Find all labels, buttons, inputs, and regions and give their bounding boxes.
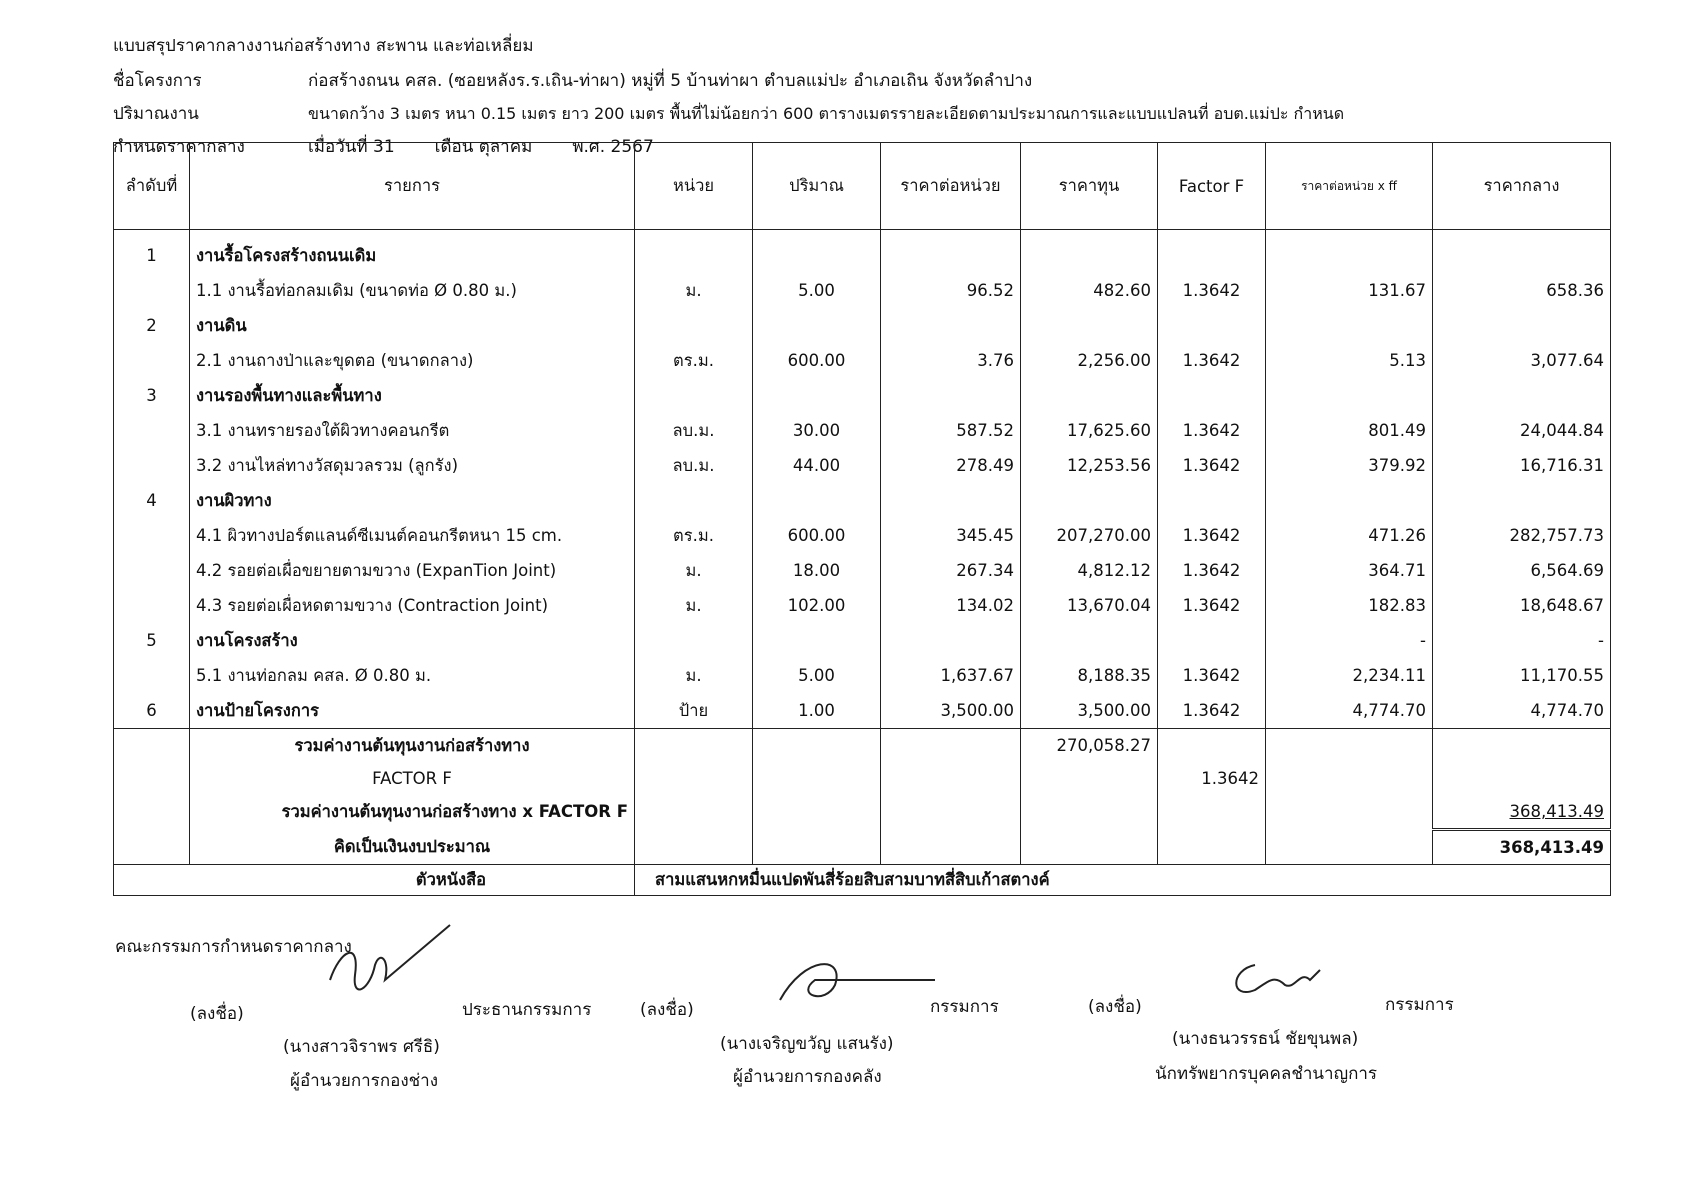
row-item: งานรองพื้นทางและพื้นทาง bbox=[190, 378, 635, 413]
row-price-ff bbox=[1266, 308, 1433, 343]
row-qty bbox=[753, 623, 881, 658]
row-cost bbox=[1021, 308, 1158, 343]
budget-label: คิดเป็นเงินงบประมาณ bbox=[190, 830, 635, 865]
row-qty bbox=[753, 230, 881, 274]
row-cost bbox=[1021, 483, 1158, 518]
row-unit bbox=[635, 378, 753, 413]
date-label: กำหนดราคากลาง bbox=[113, 137, 245, 157]
row-factor: 1.3642 bbox=[1158, 553, 1266, 588]
date-month: เดือน ตุลาคม bbox=[434, 137, 533, 157]
row-unit-price bbox=[881, 483, 1021, 518]
table-row bbox=[114, 448, 1611, 483]
row-unit bbox=[635, 623, 753, 658]
table-row bbox=[114, 273, 1611, 308]
row-item: 4.3 รอยต่อเผื่อหดตามขวาง (Contraction Joint) bbox=[190, 588, 635, 623]
row-unit: ม. bbox=[635, 273, 753, 308]
row-no: 5 bbox=[114, 623, 190, 658]
row-no: 1 bbox=[114, 230, 190, 274]
table-row bbox=[114, 623, 1611, 658]
row-unit-price bbox=[881, 378, 1021, 413]
row-factor: 1.3642 bbox=[1158, 658, 1266, 693]
row-unit-price bbox=[881, 230, 1021, 274]
row-no: 2 bbox=[114, 308, 190, 343]
row-cost bbox=[1021, 230, 1158, 274]
row-cost: 8,188.35 bbox=[1021, 658, 1158, 693]
row-price-ff: 379.92 bbox=[1266, 448, 1433, 483]
row-median bbox=[1433, 483, 1611, 518]
row-cost bbox=[1021, 378, 1158, 413]
row-median bbox=[1433, 378, 1611, 413]
row-item: 1.1 งานรื้อท่อกลมเดิม (ขนาดท่อ Ø 0.80 ม.) bbox=[190, 273, 635, 308]
position-3: นักทรัพยากรบุคคลชำนาญการ bbox=[1155, 1064, 1378, 1084]
row-price-ff bbox=[1266, 378, 1433, 413]
table-row bbox=[114, 343, 1611, 378]
row-unit: ลบ.ม. bbox=[635, 448, 753, 483]
row-cost: 482.60 bbox=[1021, 273, 1158, 308]
total-ff-value: 368,413.49 bbox=[1433, 795, 1611, 830]
row-unit-price: 134.02 bbox=[881, 588, 1021, 623]
position-2: ผู้อำนวยการกองคลัง bbox=[733, 1067, 882, 1087]
row-unit-price: 3,500.00 bbox=[881, 693, 1021, 729]
table-row bbox=[114, 230, 1611, 274]
row-price-ff: 182.83 bbox=[1266, 588, 1433, 623]
col-header-unit-price: ราคาต่อหน่วย bbox=[881, 143, 1021, 230]
table-row bbox=[114, 658, 1611, 693]
row-price-ff: 471.26 bbox=[1266, 518, 1433, 553]
row-no bbox=[114, 273, 190, 308]
role-1: ประธานกรรมการ bbox=[462, 1000, 592, 1020]
row-qty bbox=[753, 483, 881, 518]
row-median: 658.36 bbox=[1433, 273, 1611, 308]
summary-row-total-cost bbox=[114, 729, 1611, 763]
sign-label-1: (ลงชื่อ) bbox=[190, 1004, 244, 1024]
words-body bbox=[114, 865, 1611, 896]
row-unit-price: 587.52 bbox=[881, 413, 1021, 448]
row-unit: ตร.ม. bbox=[635, 518, 753, 553]
row-item: 3.1 งานทรายรองใต้ผิวทางคอนกรีต bbox=[190, 413, 635, 448]
project-line bbox=[113, 67, 1032, 94]
signature-2 bbox=[775, 950, 945, 1010]
col-header-price-ff: ราคาต่อหน่วย x ff bbox=[1266, 143, 1433, 230]
col-header-no: ลำดับที่ bbox=[114, 143, 190, 230]
summary-body bbox=[114, 729, 1611, 865]
row-median bbox=[1433, 308, 1611, 343]
row-item: งานโครงสร้าง bbox=[190, 623, 635, 658]
sign-label-3: (ลงชื่อ) bbox=[1088, 997, 1142, 1017]
row-unit bbox=[635, 230, 753, 274]
row-price-ff bbox=[1266, 483, 1433, 518]
col-header-median: ราคากลาง bbox=[1433, 143, 1611, 230]
row-factor: 1.3642 bbox=[1158, 518, 1266, 553]
row-unit bbox=[635, 308, 753, 343]
row-qty: 102.00 bbox=[753, 588, 881, 623]
row-median: 18,648.67 bbox=[1433, 588, 1611, 623]
row-no bbox=[114, 448, 190, 483]
row-cost: 17,625.60 bbox=[1021, 413, 1158, 448]
row-unit: ป้าย bbox=[635, 693, 753, 729]
row-price-ff: 4,774.70 bbox=[1266, 693, 1433, 729]
name-3: (นางธนวรรธน์ ชัยขุนพล) bbox=[1172, 1029, 1359, 1049]
row-unit-price bbox=[881, 308, 1021, 343]
row-cost: 4,812.12 bbox=[1021, 553, 1158, 588]
row-price-ff: 131.67 bbox=[1266, 273, 1433, 308]
row-item: งานป้ายโครงการ bbox=[190, 693, 635, 729]
words-value: สามแสนหกหมื่นแปดพันสี่ร้อยสิบสามบาทสี่สิบเก้าสตางค์ bbox=[635, 865, 1611, 896]
row-item: 4.1 ผิวทางปอร์ตแลนด์ซีเมนต์คอนกรีตหนา 15 cm. bbox=[190, 518, 635, 553]
sign-label-2: (ลงชื่อ) bbox=[640, 1000, 694, 1020]
row-factor bbox=[1158, 230, 1266, 274]
row-factor: 1.3642 bbox=[1158, 413, 1266, 448]
row-item: 5.1 งานท่อกลม คสล. Ø 0.80 ม. bbox=[190, 658, 635, 693]
table-row bbox=[114, 693, 1611, 729]
row-unit-price: 1,637.67 bbox=[881, 658, 1021, 693]
position-1: ผู้อำนวยการกองช่าง bbox=[290, 1071, 439, 1091]
col-header-factor: Factor F bbox=[1158, 143, 1266, 230]
row-median: 16,716.31 bbox=[1433, 448, 1611, 483]
row-price-ff: 801.49 bbox=[1266, 413, 1433, 448]
project-value: ก่อสร้างถนน คสล. (ซอยหลังร.ร.เถิน-ท่าผา) หมู่ที่ 5 บ้านท่าผา ตำบลแม่ปะ อำเภอเถิน จังหวัดลำปาง bbox=[308, 71, 1033, 91]
row-price-ff: - bbox=[1266, 623, 1433, 658]
quantity-line bbox=[113, 100, 1344, 127]
row-median: 4,774.70 bbox=[1433, 693, 1611, 729]
table-row bbox=[114, 553, 1611, 588]
row-no bbox=[114, 658, 190, 693]
table-row bbox=[114, 483, 1611, 518]
row-factor: 1.3642 bbox=[1158, 273, 1266, 308]
row-median: 6,564.69 bbox=[1433, 553, 1611, 588]
signature-3 bbox=[1225, 955, 1335, 1010]
row-cost: 207,270.00 bbox=[1021, 518, 1158, 553]
row-qty bbox=[753, 308, 881, 343]
row-median: 3,077.64 bbox=[1433, 343, 1611, 378]
row-item: 3.2 งานไหล่ทางวัสดุมวลรวม (ลูกรัง) bbox=[190, 448, 635, 483]
row-unit-price bbox=[881, 623, 1021, 658]
row-unit: ม. bbox=[635, 658, 753, 693]
row-unit-price: 345.45 bbox=[881, 518, 1021, 553]
row-qty: 5.00 bbox=[753, 273, 881, 308]
total-cost-value: 270,058.27 bbox=[1021, 729, 1158, 763]
row-factor: 1.3642 bbox=[1158, 343, 1266, 378]
row-no bbox=[114, 588, 190, 623]
quantity-value: ขนาดกว้าง 3 เมตร หนา 0.15 เมตร ยาว 200 เมตร พื้นที่ไม่น้อยกว่า 600 ตารางเมตรรายละเอียดตามประมาณการและแบบแปลนที่ อบต.แม่ปะ กำหนด bbox=[308, 104, 1345, 123]
row-no: 6 bbox=[114, 693, 190, 729]
total-cost-label: รวมค่างานต้นทุนงานก่อสร้างทาง bbox=[190, 729, 635, 763]
row-price-ff: 5.13 bbox=[1266, 343, 1433, 378]
budget-value: 368,413.49 bbox=[1433, 830, 1611, 865]
row-qty: 5.00 bbox=[753, 658, 881, 693]
row-factor: 1.3642 bbox=[1158, 448, 1266, 483]
row-no bbox=[114, 343, 190, 378]
row-item: งานดิน bbox=[190, 308, 635, 343]
row-qty: 600.00 bbox=[753, 518, 881, 553]
row-factor bbox=[1158, 623, 1266, 658]
signature-1 bbox=[320, 920, 460, 1015]
table-header-row bbox=[114, 143, 1611, 230]
name-1: (นางสาวจิราพร ศรีธิ) bbox=[283, 1037, 440, 1057]
row-qty: 18.00 bbox=[753, 553, 881, 588]
row-no bbox=[114, 553, 190, 588]
row-median: 24,044.84 bbox=[1433, 413, 1611, 448]
row-median: 11,170.55 bbox=[1433, 658, 1611, 693]
table-row bbox=[114, 413, 1611, 448]
row-unit bbox=[635, 483, 753, 518]
row-no bbox=[114, 518, 190, 553]
summary-row-factor bbox=[114, 762, 1611, 795]
document-title: แบบสรุปราคากลางงานก่อสร้างทาง สะพาน และท่อเหลี่ยม bbox=[113, 36, 534, 56]
table-row bbox=[114, 588, 1611, 623]
col-header-unit: หน่วย bbox=[635, 143, 753, 230]
row-factor: 1.3642 bbox=[1158, 588, 1266, 623]
price-table bbox=[113, 142, 1610, 896]
summary-row-budget bbox=[114, 830, 1611, 865]
row-price-ff bbox=[1266, 230, 1433, 274]
items-body bbox=[114, 230, 1611, 729]
date-year: พ.ศ. 2567 bbox=[572, 137, 654, 157]
row-factor bbox=[1158, 378, 1266, 413]
row-item: 4.2 รอยต่อเผื่อขยายตามขวาง (ExpanTion Joint) bbox=[190, 553, 635, 588]
row-no bbox=[114, 413, 190, 448]
row-unit: ตร.ม. bbox=[635, 343, 753, 378]
words-label: ตัวหนังสือ bbox=[114, 865, 635, 896]
row-median: - bbox=[1433, 623, 1611, 658]
row-no: 3 bbox=[114, 378, 190, 413]
row-price-ff: 364.71 bbox=[1266, 553, 1433, 588]
row-factor bbox=[1158, 483, 1266, 518]
factor-value: 1.3642 bbox=[1158, 762, 1266, 795]
date-day: เมื่อวันที่ 31 bbox=[308, 137, 395, 157]
row-median bbox=[1433, 230, 1611, 274]
row-cost: 12,253.56 bbox=[1021, 448, 1158, 483]
row-unit-price: 278.49 bbox=[881, 448, 1021, 483]
row-cost: 13,670.04 bbox=[1021, 588, 1158, 623]
role-2: กรรมการ bbox=[930, 997, 999, 1017]
row-qty: 30.00 bbox=[753, 413, 881, 448]
col-header-qty: ปริมาณ bbox=[753, 143, 881, 230]
row-factor: 1.3642 bbox=[1158, 693, 1266, 729]
row-no: 4 bbox=[114, 483, 190, 518]
row-unit-price: 267.34 bbox=[881, 553, 1021, 588]
row-unit-price: 3.76 bbox=[881, 343, 1021, 378]
project-label: ชื่อโครงการ bbox=[113, 71, 202, 91]
row-item: งานผิวทาง bbox=[190, 483, 635, 518]
row-unit: ม. bbox=[635, 553, 753, 588]
row-unit: ลบ.ม. bbox=[635, 413, 753, 448]
row-cost: 3,500.00 bbox=[1021, 693, 1158, 729]
table-row bbox=[114, 518, 1611, 553]
table-row bbox=[114, 308, 1611, 343]
row-price-ff: 2,234.11 bbox=[1266, 658, 1433, 693]
name-2: (นางเจริญขวัญ แสนรัง) bbox=[720, 1034, 894, 1054]
row-median: 282,757.73 bbox=[1433, 518, 1611, 553]
summary-row-total-ff bbox=[114, 795, 1611, 830]
row-item: 2.1 งานถางป่าและขุดตอ (ขนาดกลาง) bbox=[190, 343, 635, 378]
row-unit: ม. bbox=[635, 588, 753, 623]
col-header-item: รายการ bbox=[190, 143, 635, 230]
row-cost bbox=[1021, 623, 1158, 658]
row-qty: 1.00 bbox=[753, 693, 881, 729]
quantity-label: ปริมาณงาน bbox=[113, 104, 199, 124]
role-3: กรรมการ bbox=[1385, 995, 1454, 1015]
row-qty bbox=[753, 378, 881, 413]
row-unit-price: 96.52 bbox=[881, 273, 1021, 308]
committee-title: คณะกรรมการกำหนดราคากลาง bbox=[115, 937, 352, 957]
table-row bbox=[114, 378, 1611, 413]
total-ff-label: รวมค่างานต้นทุนงานก่อสร้างทาง x FACTOR F bbox=[190, 795, 635, 830]
factor-label: FACTOR F bbox=[190, 762, 635, 795]
row-item: งานรื้อโครงสร้างถนนเดิม bbox=[190, 230, 635, 274]
row-qty: 600.00 bbox=[753, 343, 881, 378]
words-row bbox=[114, 865, 1611, 896]
row-factor bbox=[1158, 308, 1266, 343]
row-cost: 2,256.00 bbox=[1021, 343, 1158, 378]
row-qty: 44.00 bbox=[753, 448, 881, 483]
col-header-cost: ราคาทุน bbox=[1021, 143, 1158, 230]
